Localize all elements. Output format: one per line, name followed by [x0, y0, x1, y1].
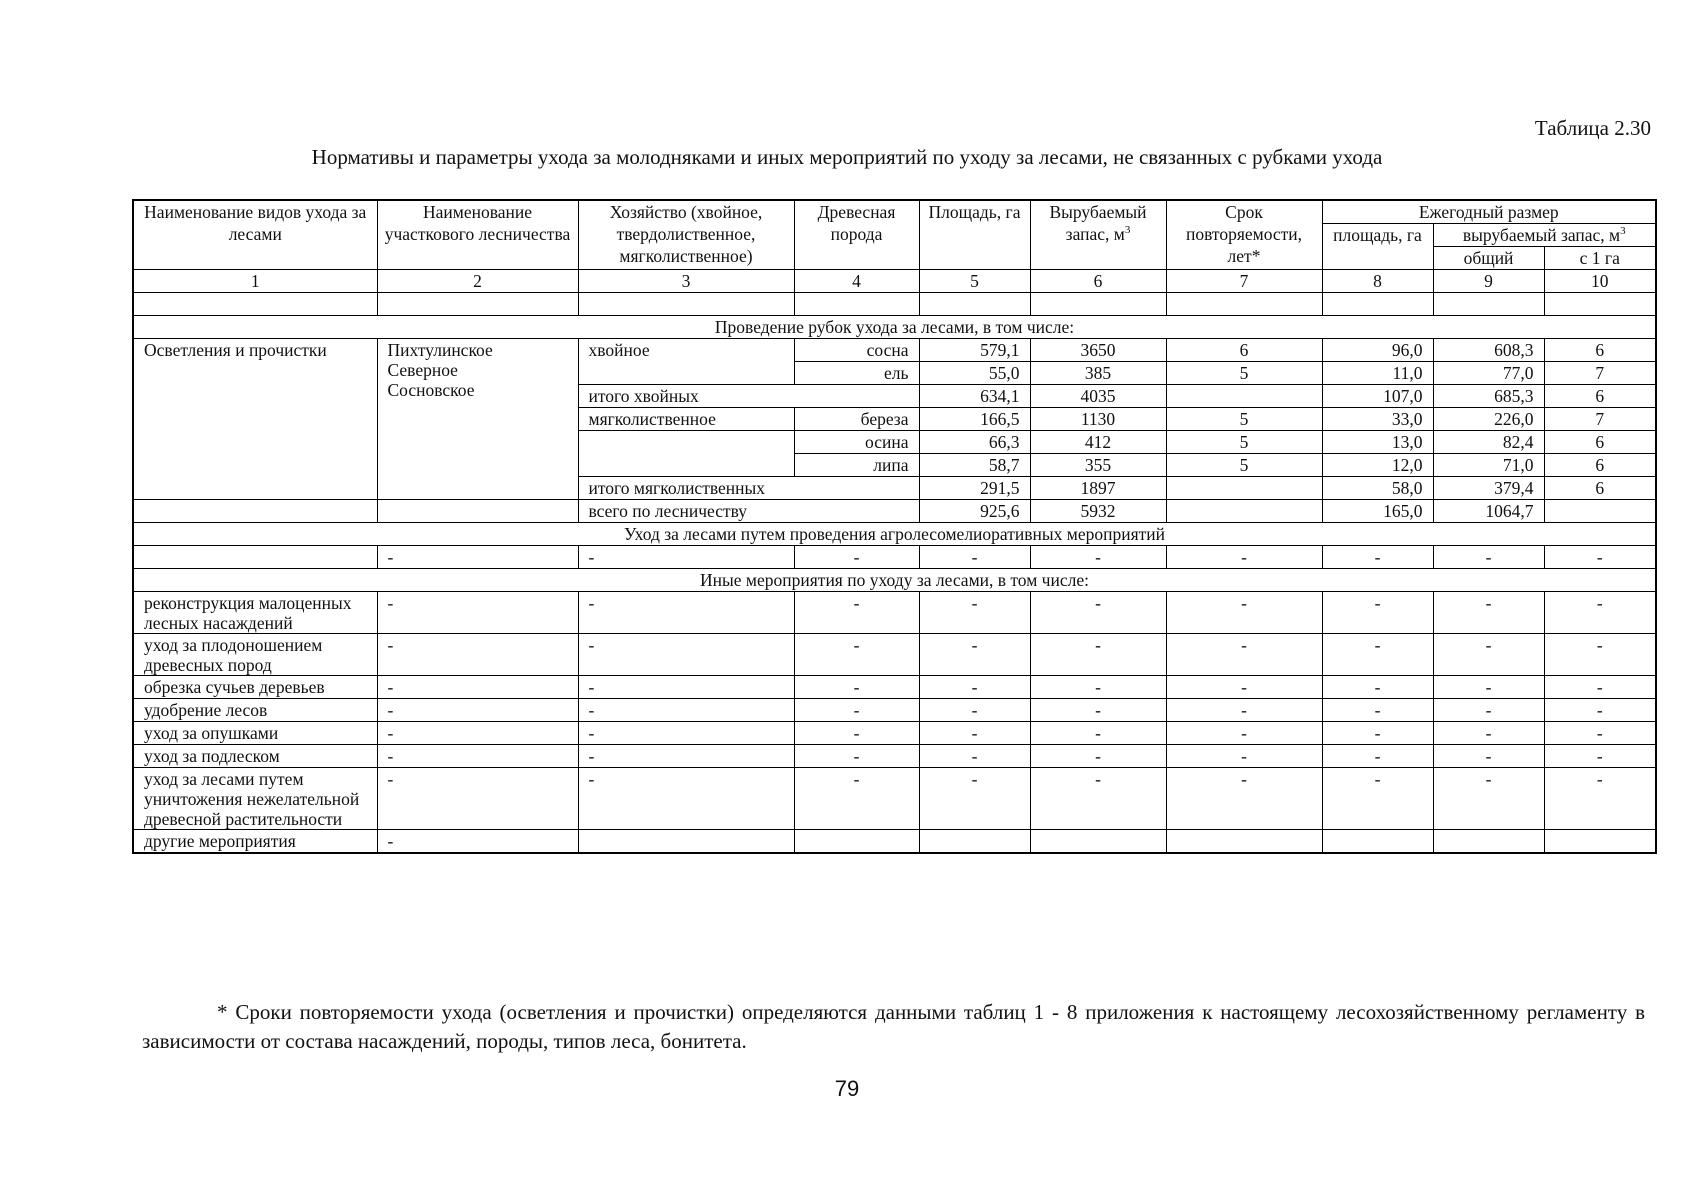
period-cell: 5 [1166, 454, 1322, 477]
annual-area-cell: 11,0 [1322, 362, 1433, 385]
dash-cell: - [377, 546, 578, 569]
dash-cell: - [1030, 768, 1166, 830]
empty-cell [1030, 830, 1166, 854]
activity-cell: удобрение лесов [133, 699, 377, 722]
dash-cell: - [1322, 768, 1433, 830]
area-cell: 579,1 [919, 339, 1030, 362]
dash-cell: - [1433, 546, 1544, 569]
farm-cell: хвойное [578, 339, 794, 385]
header-care-type: Наименование видов ухода за лесами [133, 200, 377, 270]
dash-cell: - [919, 592, 1030, 634]
annual-area-cell: 96,0 [1322, 339, 1433, 362]
page-number: 79 [834, 1076, 860, 1101]
dash-cell: - [1433, 722, 1544, 745]
species-cell: ель [794, 362, 919, 385]
col-num: 6 [1030, 270, 1166, 293]
annual-area-cell: 12,0 [1322, 454, 1433, 477]
dash-cell: - [1322, 592, 1433, 634]
dash-cell: - [377, 634, 578, 676]
dash-cell: - [919, 745, 1030, 768]
activity-cell: уход за подлеском [133, 745, 377, 768]
dash-cell: - [1030, 745, 1166, 768]
annual-per-ha-cell: 6 [1544, 339, 1656, 362]
dash-cell: - [1322, 634, 1433, 676]
activity-cell: уход за плодоношением древесных пород [133, 634, 377, 676]
header-annual-per-ha: с 1 га [1544, 247, 1656, 270]
dash-cell: - [919, 768, 1030, 830]
dash-cell: - [1544, 676, 1656, 699]
dash-cell: - [1322, 745, 1433, 768]
dash-cell: - [377, 768, 578, 830]
dash-cell: - [377, 830, 578, 854]
dash-cell: - [1166, 592, 1322, 634]
dash-cell: - [578, 699, 794, 722]
area-cell: 925,6 [919, 500, 1030, 523]
volume-cell: 3650 [1030, 339, 1166, 362]
empty-cell [578, 830, 794, 854]
dash-cell: - [1433, 699, 1544, 722]
annual-per-ha-cell [1544, 500, 1656, 523]
area-cell: 291,5 [919, 477, 1030, 500]
volume-cell: 385 [1030, 362, 1166, 385]
table-title: Нормативы и параметры ухода за молодняками и иных мероприятий по уходу за лесами, не связанных с рубками ухода [311, 145, 1383, 169]
dash-cell: - [919, 546, 1030, 569]
empty-row [133, 293, 1656, 316]
column-numbers-row [133, 270, 1656, 293]
forestry-name: Северное [387, 360, 458, 380]
table-row-total [133, 500, 1656, 523]
dash-cell: - [794, 745, 919, 768]
forestry-name: Сосновское [387, 380, 475, 400]
dash-cell: - [794, 768, 919, 830]
species-cell: береза [794, 408, 919, 431]
col-num: 9 [1433, 270, 1544, 293]
dash-cell: - [794, 546, 919, 569]
footnote: * Сроки повторяемости ухода (осветления и прочистки) определяются данными таблиц 1 - 8 приложения к настоящему лесохозяйственному регламенту в зависимости от состава насаждений, породы, типов леса, бонитета. [142, 1000, 1645, 1053]
dash-cell: - [377, 722, 578, 745]
annual-total-cell: 77,0 [1433, 362, 1544, 385]
dash-cell: - [919, 676, 1030, 699]
col-num: 8 [1322, 270, 1433, 293]
annual-total-cell: 379,4 [1433, 477, 1544, 500]
dash-cell: - [1322, 699, 1433, 722]
empty-cell [377, 500, 578, 523]
col-num: 2 [377, 270, 578, 293]
area-cell: 66,3 [919, 431, 1030, 454]
species-cell: сосна [794, 339, 919, 362]
area-cell: 58,7 [919, 454, 1030, 477]
dash-cell: - [794, 699, 919, 722]
empty-cell [578, 293, 794, 316]
annual-per-ha-cell: 6 [1544, 454, 1656, 477]
table-row [133, 699, 1656, 722]
area-cell: 634,1 [919, 385, 1030, 408]
dash-cell: - [1166, 676, 1322, 699]
dash-cell: - [1030, 722, 1166, 745]
empty-cell [377, 293, 578, 316]
activity-cell: обрезка сучьев деревьев [133, 676, 377, 699]
empty-cell [1544, 830, 1656, 854]
dash-cell: - [1166, 634, 1322, 676]
annual-total-cell: 1064,7 [1433, 500, 1544, 523]
period-cell: 5 [1166, 408, 1322, 431]
activity-cell: уход за опушками [133, 722, 377, 745]
annual-area-cell: 13,0 [1322, 431, 1433, 454]
annual-area-cell: 165,0 [1322, 500, 1433, 523]
section-header-other [133, 569, 1656, 592]
table-row [133, 722, 1656, 745]
header-area: Площадь, га [919, 200, 1030, 270]
empty-cell [133, 500, 377, 523]
farm-cell: мягколиственное [578, 408, 794, 431]
dash-cell: - [578, 634, 794, 676]
table-row [133, 634, 1656, 676]
annual-area-cell: 33,0 [1322, 408, 1433, 431]
activity-cell: уход за лесами путем уничтожения нежелательной древесной растительности [133, 768, 377, 830]
dash-cell: - [1433, 768, 1544, 830]
volume-cell: 4035 [1030, 385, 1166, 408]
dash-cell: - [377, 699, 578, 722]
dash-cell: - [1166, 768, 1322, 830]
annual-total-cell: 71,0 [1433, 454, 1544, 477]
dash-cell: - [794, 722, 919, 745]
dash-cell: - [1544, 546, 1656, 569]
col-num: 5 [919, 270, 1030, 293]
section-title: Уход за лесами путем проведения агролесомелиоративных мероприятий [133, 523, 1656, 546]
period-cell [1166, 477, 1322, 500]
header-farm: Хозяйство (хвойное, твердолиственное, мягколиственное) [578, 200, 794, 270]
table-row [133, 768, 1656, 830]
dash-cell: - [1544, 592, 1656, 634]
header-forestry: Наименование участкового лесничества [377, 200, 578, 270]
empty-cell [794, 830, 919, 854]
period-cell: 5 [1166, 362, 1322, 385]
col-num: 7 [1166, 270, 1322, 293]
area-cell: 55,0 [919, 362, 1030, 385]
dash-cell: - [1544, 699, 1656, 722]
dash-cell: - [1166, 699, 1322, 722]
header-period: Срок повторяемости, лет* [1166, 200, 1322, 270]
dash-cell: - [1030, 634, 1166, 676]
table-row [133, 592, 1656, 634]
empty-cell [1166, 293, 1322, 316]
table-number: Таблица 2.30 [1534, 116, 1651, 140]
annual-per-ha-cell: 7 [1544, 408, 1656, 431]
table-row [133, 830, 1656, 854]
dash-cell: - [919, 634, 1030, 676]
care-type-cell: Осветления и прочистки [133, 339, 377, 500]
dash-cell: - [1433, 745, 1544, 768]
dash-cell: - [794, 634, 919, 676]
header-annual-area: площадь, га [1322, 224, 1433, 270]
farm-cell: итого мягколиственных [578, 477, 919, 500]
volume-cell: 5932 [1030, 500, 1166, 523]
forestry-name: Пихтулинское [387, 340, 493, 360]
volume-cell: 412 [1030, 431, 1166, 454]
header-annual-total: общий [1433, 247, 1544, 270]
farm-cell: всего по лесничеству [578, 500, 919, 523]
dash-cell: - [578, 592, 794, 634]
section-title: Иные мероприятия по уходу за лесами, в том числе: [133, 569, 1656, 592]
section-header-thinning [133, 316, 1656, 339]
dash-cell: - [1030, 676, 1166, 699]
dash-cell: - [1322, 722, 1433, 745]
col-num: 10 [1544, 270, 1656, 293]
activity-cell: реконструкция малоценных лесных насаждений [133, 592, 377, 634]
empty-cell [1433, 293, 1544, 316]
period-cell: 5 [1166, 431, 1322, 454]
dash-cell: - [1433, 592, 1544, 634]
annual-per-ha-cell: 6 [1544, 477, 1656, 500]
dash-cell: - [1166, 745, 1322, 768]
dash-cell: - [377, 592, 578, 634]
annual-total-cell: 226,0 [1433, 408, 1544, 431]
empty-cell [1322, 830, 1433, 854]
dash-cell: - [794, 592, 919, 634]
species-cell: осина [794, 431, 919, 454]
empty-cell [794, 293, 919, 316]
period-cell [1166, 385, 1322, 408]
forestry-cell [377, 339, 578, 500]
empty-cell [919, 293, 1030, 316]
annual-per-ha-cell: 6 [1544, 431, 1656, 454]
empty-cell [1030, 293, 1166, 316]
dash-cell: - [1322, 546, 1433, 569]
empty-cell [133, 546, 377, 569]
farm-cell: итого хвойных [578, 385, 919, 408]
col-num: 4 [794, 270, 919, 293]
empty-cell [1433, 830, 1544, 854]
volume-cell: 1897 [1030, 477, 1166, 500]
dash-cell: - [1544, 634, 1656, 676]
species-cell: липа [794, 454, 919, 477]
dash-cell: - [1544, 722, 1656, 745]
volume-cell: 1130 [1030, 408, 1166, 431]
header-row-1 [133, 200, 1656, 224]
annual-total-cell: 608,3 [1433, 339, 1544, 362]
empty-cell [1544, 293, 1656, 316]
annual-area-cell: 58,0 [1322, 477, 1433, 500]
col-num: 3 [578, 270, 794, 293]
section-title: Проведение рубок ухода за лесами, в том числе: [133, 316, 1656, 339]
period-cell: 6 [1166, 339, 1322, 362]
dash-cell: - [919, 699, 1030, 722]
empty-cell [919, 830, 1030, 854]
dash-cell: - [1433, 676, 1544, 699]
dash-cell: - [919, 722, 1030, 745]
header-annual: Ежегодный размер [1322, 200, 1656, 224]
dash-cell: - [377, 676, 578, 699]
empty-cell [133, 293, 377, 316]
period-cell [1166, 500, 1322, 523]
dash-cell: - [578, 676, 794, 699]
dash-cell: - [1030, 699, 1166, 722]
dash-cell: - [578, 745, 794, 768]
annual-per-ha-cell: 7 [1544, 362, 1656, 385]
volume-cell: 355 [1030, 454, 1166, 477]
table-row [133, 546, 1656, 569]
dash-cell: - [794, 676, 919, 699]
norms-table [132, 199, 1657, 854]
annual-per-ha-cell: 6 [1544, 385, 1656, 408]
header-annual-volume: вырубаемый запас, $м^3$ [1433, 224, 1656, 247]
annual-total-cell: 685,3 [1433, 385, 1544, 408]
dash-cell: - [1322, 676, 1433, 699]
dash-cell: - [1166, 722, 1322, 745]
activity-cell: другие мероприятия [133, 830, 377, 854]
dash-cell: - [1544, 745, 1656, 768]
area-cell: 166,5 [919, 408, 1030, 431]
header-volume: Вырубаемый запас, $м^3$ [1030, 200, 1166, 270]
dash-cell: - [578, 546, 794, 569]
dash-cell: - [1544, 768, 1656, 830]
dash-cell: - [1030, 592, 1166, 634]
table-row [133, 745, 1656, 768]
dash-cell: - [1433, 634, 1544, 676]
farm-cell [578, 431, 794, 477]
section-header-agroforestry [133, 523, 1656, 546]
dash-cell: - [1166, 546, 1322, 569]
annual-area-cell: 107,0 [1322, 385, 1433, 408]
dash-cell: - [1030, 546, 1166, 569]
header-species: Древесная порода [794, 200, 919, 270]
col-num: 1 [133, 270, 377, 293]
table-row [133, 676, 1656, 699]
dash-cell: - [578, 768, 794, 830]
empty-cell [1322, 293, 1433, 316]
table-row [133, 339, 1656, 362]
annual-total-cell: 82,4 [1433, 431, 1544, 454]
dash-cell: - [377, 745, 578, 768]
dash-cell: - [578, 722, 794, 745]
empty-cell [1166, 830, 1322, 854]
